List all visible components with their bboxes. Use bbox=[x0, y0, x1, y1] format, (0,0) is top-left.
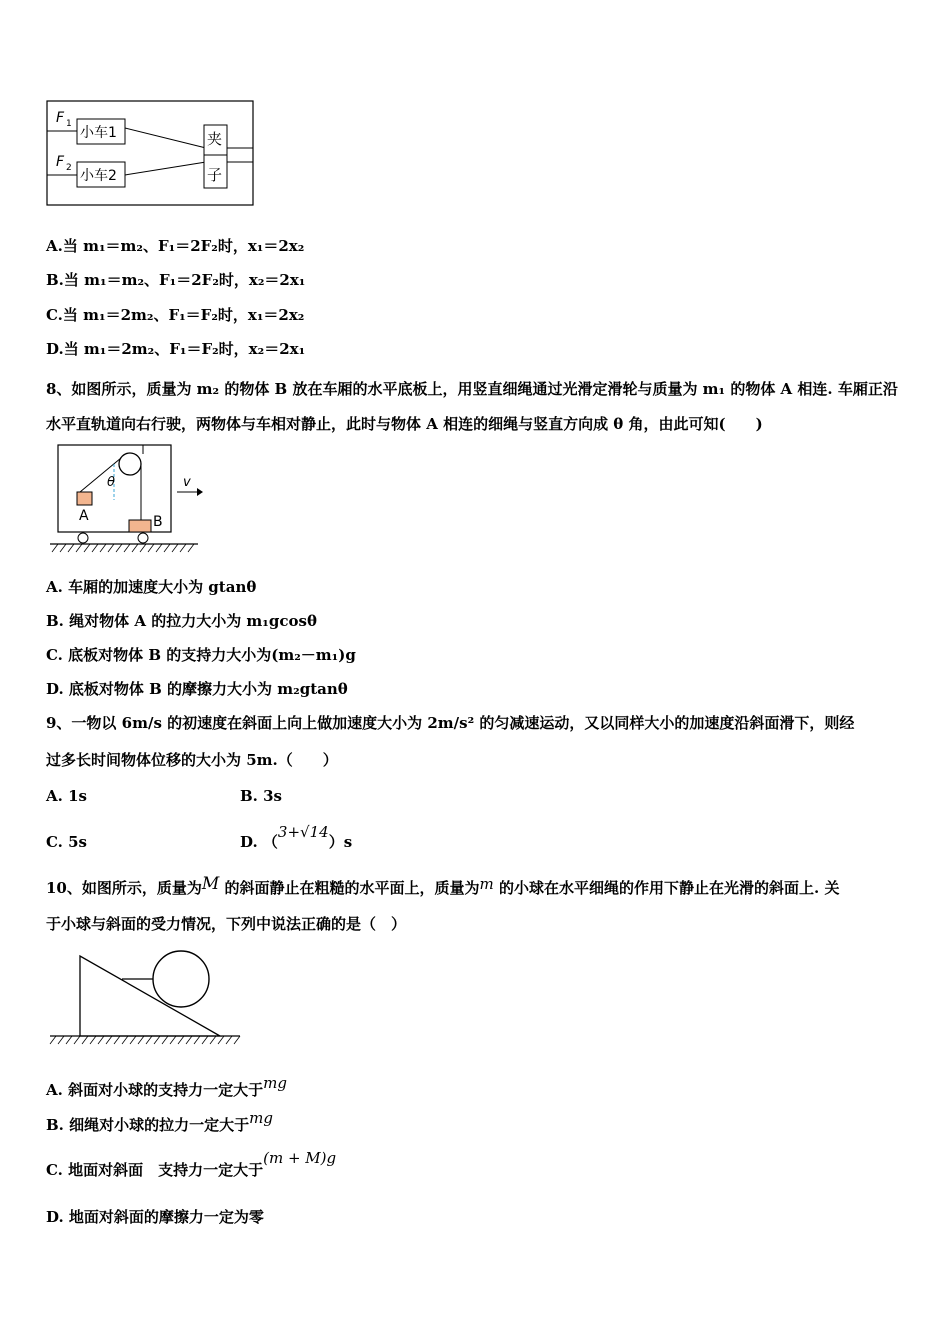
q8-option-b: B. 绳对物体 A 的拉力大小为 m₁gcosθ bbox=[46, 612, 317, 630]
svg-text:1: 1 bbox=[66, 119, 72, 129]
q10-option-c: C. 地面对斜面 支持力一定大于(m + M)g bbox=[46, 1149, 337, 1179]
two-carts-figure bbox=[44, 98, 264, 210]
q8-option-a: A. 车厢的加速度大小为 gtanθ bbox=[46, 578, 257, 596]
q10-option-d: D. 地面对斜面的摩擦力一定为零 bbox=[46, 1208, 264, 1226]
q9-option-c: C. 5s bbox=[46, 833, 88, 851]
q10-option-a: A. 斜面对小球的支持力一定大于mg bbox=[46, 1074, 287, 1099]
svg-text:夹: 夹 bbox=[207, 130, 223, 148]
q9-option-a: A. 1s bbox=[46, 787, 87, 805]
svg-text:θ: θ bbox=[107, 475, 115, 490]
svg-text:小车2: 小车2 bbox=[80, 168, 117, 184]
svg-text:子: 子 bbox=[207, 166, 223, 184]
q9-option-b: B. 3s bbox=[240, 787, 283, 805]
svg-text:2: 2 bbox=[66, 163, 72, 173]
q9-option-d: D. （3+√14）s bbox=[240, 823, 353, 851]
q10-stem-line2: 于小球与斜面的受力情况，下列中说法正确的是（ ） bbox=[46, 915, 407, 933]
svg-text:A: A bbox=[79, 508, 89, 524]
q7-option-c: C.当 m₁＝2m₂、F₁＝F₂时，x₁＝2x₂ bbox=[46, 306, 305, 324]
q7-option-d: D.当 m₁＝2m₂、F₁＝F₂时，x₂＝2x₁ bbox=[46, 340, 306, 358]
block-b bbox=[129, 520, 151, 532]
q8-option-c: C. 底板对物体 B 的支持力大小为(m₂－m₁)g bbox=[46, 646, 356, 664]
f2-label: F bbox=[56, 154, 65, 170]
q9-stem-line1: 9、一物以 6m/s 的初速度在斜面上向上做加速度大小为 2m/s² 的匀减速运动，又以同样大小的加速度沿斜面滑下，则经 bbox=[46, 714, 855, 732]
ball bbox=[153, 951, 209, 1007]
q7-option-a: A.当 m₁＝m₂、F₁＝2F₂时，x₁＝2x₂ bbox=[46, 237, 305, 255]
q8-option-d: D. 底板对物体 B 的摩擦力大小为 m₂gtanθ bbox=[46, 680, 348, 698]
q7-option-b: B.当 m₁＝m₂、F₁＝2F₂时，x₂＝2x₁ bbox=[46, 271, 306, 289]
q10-option-b: B. 细绳对小球的拉力一定大于mg bbox=[46, 1109, 273, 1134]
svg-text:B: B bbox=[153, 514, 163, 530]
svg-text:小车1: 小车1 bbox=[80, 125, 117, 141]
svg-text:v: v bbox=[183, 475, 191, 490]
q8-stem: 8、如图所示，质量为 m₂ 的物体 B 放在车厢的水平底板上，用竖直细绳通过光滑定滑轮与质量为 m₁ 的物体 A 相连. 车厢正沿水平直轨道向右行驶，两物体与车相对静止，此时与物体 A 相连的细绳与竖直方向成 θ 角，由此可知( ) bbox=[46, 380, 898, 433]
q10-stem-line1: 10、如图所示，质量为M 的斜面静止在粗糙的水平面上，质量为m 的小球在水平细绳的作用下静止在光滑的斜面上. 关 bbox=[46, 874, 840, 897]
q9-stem-line2: 过多长时间物体位移的大小为 5m.（ ） bbox=[46, 751, 338, 769]
f1-label: F bbox=[56, 110, 65, 126]
incline-ball-figure bbox=[46, 950, 246, 1045]
block-a bbox=[77, 492, 92, 505]
train-car-figure bbox=[46, 442, 206, 554]
